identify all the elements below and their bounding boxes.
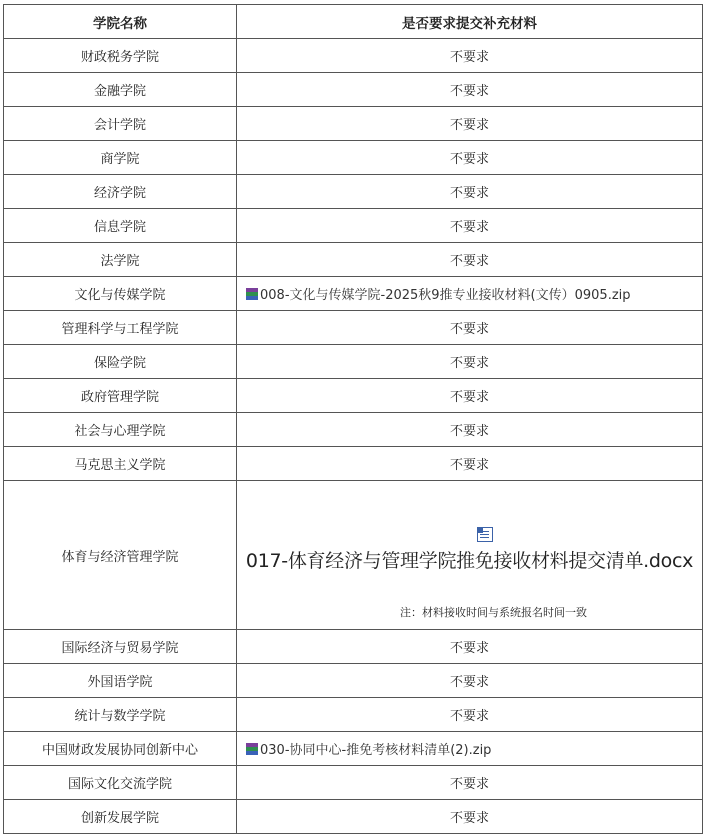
attachment-link-xietong[interactable] [246,743,491,758]
attachment-filename: 017-体育经济与管理学院推免接收材料提交清单.docx [245,550,694,572]
table-row [4,664,703,698]
requirement-value: 不要求 [237,107,703,141]
college-name: 统计与数学学院 [4,698,237,732]
table-row [4,345,703,379]
table-row [4,447,703,481]
college-name: 社会与心理学院 [4,413,237,447]
table-row [4,630,703,664]
college-name: 国际文化交流学院 [4,766,237,800]
attachment-link-tiyu[interactable] [237,527,702,573]
college-name: 创新发展学院 [4,800,237,834]
college-name: 国际经济与贸易学院 [4,630,237,664]
requirement-value: 不要求 [237,413,703,447]
requirement-value: 不要求 [237,39,703,73]
requirements-table [3,4,703,834]
college-name: 政府管理学院 [4,379,237,413]
attachment-cell [237,277,703,311]
college-name: 保险学院 [4,345,237,379]
table-row [4,766,703,800]
table-row [4,311,703,345]
requirement-value: 不要求 [237,175,703,209]
college-name: 外国语学院 [4,664,237,698]
requirement-value: 不要求 [237,141,703,175]
college-name: 财政税务学院 [4,39,237,73]
requirement-value: 不要求 [237,243,703,277]
college-name: 金融学院 [4,73,237,107]
attachment-filename: 030-协同中心-推免考核材料清单(2).zip [260,743,492,758]
college-name: 会计学院 [4,107,237,141]
college-name: 文化与传媒学院 [4,277,237,311]
requirement-value: 不要求 [237,630,703,664]
header-college-name: 学院名称 [4,5,237,39]
table-row [4,698,703,732]
table-row [4,209,703,243]
table-row [4,107,703,141]
requirement-value: 不要求 [237,800,703,834]
requirement-value: 不要求 [237,209,703,243]
attachment-filename: 008-文化与传媒学院-2025秋9推专业接收材料(文传）0905.zip [260,288,631,303]
table-row [4,243,703,277]
requirement-value: 不要求 [237,311,703,345]
college-name: 法学院 [4,243,237,277]
college-name: 商学院 [4,141,237,175]
table-row [4,379,703,413]
rar-archive-icon [246,743,258,755]
requirement-value: 不要求 [237,447,703,481]
table-row [4,277,703,311]
table-row [4,800,703,834]
requirement-value: 不要求 [237,379,703,413]
attachment-cell [237,732,703,766]
table-row [4,141,703,175]
table-row [4,732,703,766]
table-header-row [4,5,703,39]
table-row [4,39,703,73]
header-requirement: 是否要求提交补充材料 [237,5,703,39]
requirement-value: 不要求 [237,664,703,698]
attachment-link-wenchuan[interactable] [246,288,631,303]
college-name: 马克思主义学院 [4,447,237,481]
college-name: 体育与经济管理学院 [4,481,237,630]
requirement-value: 不要求 [237,698,703,732]
attachment-note: 注：材料接收时间与系统报名时间一致 [400,606,587,619]
table-row [4,73,703,107]
requirement-value: 不要求 [237,73,703,107]
table-row [4,413,703,447]
college-name: 管理科学与工程学院 [4,311,237,345]
college-name: 信息学院 [4,209,237,243]
requirement-value: 不要求 [237,345,703,379]
college-name: 中国财政发展协同创新中心 [4,732,237,766]
college-name: 经济学院 [4,175,237,209]
rar-archive-icon [246,288,258,300]
word-document-icon [477,527,493,542]
table-row [4,175,703,209]
requirement-value: 不要求 [237,766,703,800]
table-row-tall [4,481,703,630]
attachment-cell [237,481,703,630]
